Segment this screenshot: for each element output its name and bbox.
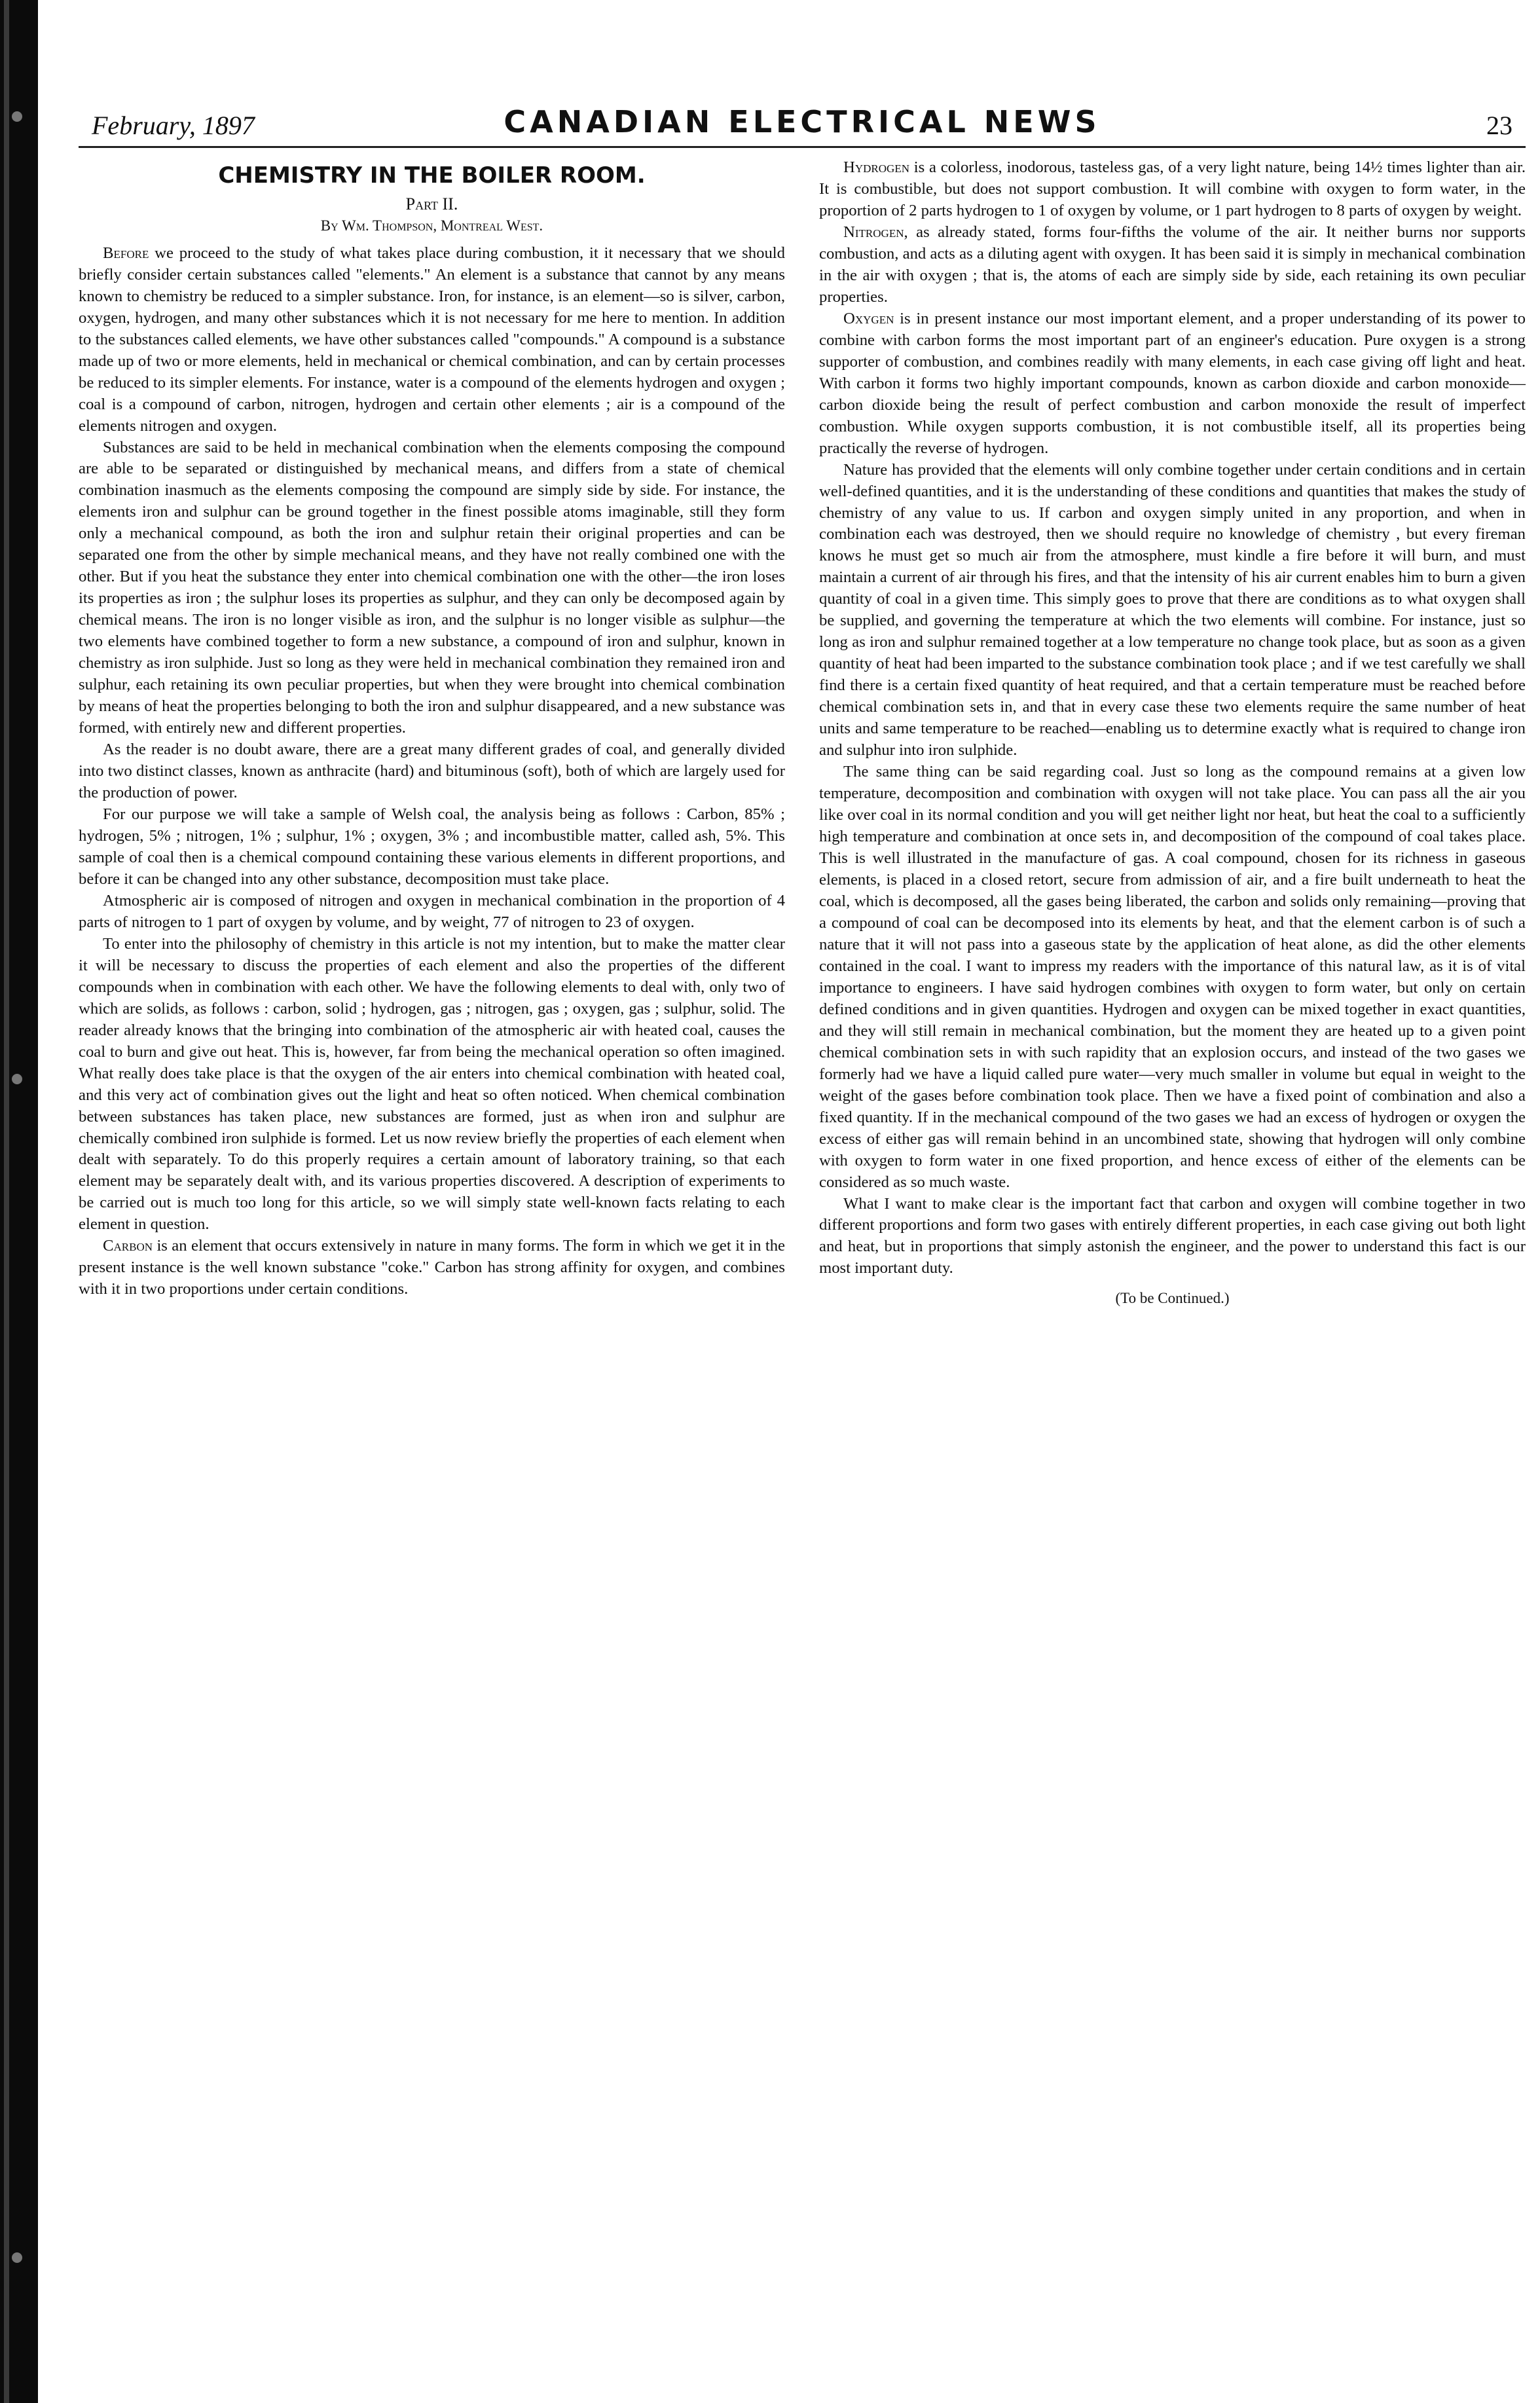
continued-note: (To be Continued.): [1115, 1290, 1230, 1307]
article-paragraph: Before we proceed to the study of what takes place during combustion, it it necessary that we should briefly consider certain substances called "elements." An element is a substance that cannot by any means known to chemistry be reduced to a simpler substance. Iron, for instance, is an element—so is silver, carbon, oxygen, hydrogen, and many other substances which it is not necessary for me here to mention. In addition to the substances called elements, we have other substances called "compounds." A compound is a substance made up of two or more elements, held in mechanical or chemical combination, and can by certain processes be reduced to its simpler elements. For instance, water is a compound of the elements hydrogen and oxygen ; coal is a compound of carbon, nitrogen, hydrogen and certain other elements ; air is a compound of the elements nitrogen and oxygen.: [79, 244, 786, 435]
binding-highlight: [4, 0, 9, 2403]
article-paragraph: For our purpose we will take a sample of Welsh coal, the analysis being as follows : Carbon, 85% ; hydrogen, 5% ; nitrogen, 1% ; sulphur, 1% ; oxygen, 3% ; and incombustible matter, called ash, 5%. This sample of coal then is a chemical compound containing these various elements in different proportions, and before it can be changed into any other substance, decomposition must take place.: [79, 805, 785, 888]
article-paragraph: As the reader is no doubt aware, there are a great many different grades of coal, and generally divided into two distinct classes, known as anthracite (hard) and bituminous (soft), both of which are largely used for the production of power.: [79, 741, 785, 801]
article-title: CHEMISTRY IN THE BOILER ROOM.: [218, 162, 646, 189]
lead-word: Before: [103, 244, 149, 262]
page-header: [79, 95, 1526, 141]
lead-word: Oxygen: [843, 309, 894, 327]
article-paragraph: What I want to make clear is the important fact that carbon and oxygen will combine together in two different proportions and form two gases with entirely different properties, in each case giving out both light and heat, but in proportions that simply astonish the engineer, and the power to understand this fact is our most important duty.: [819, 1194, 1526, 1277]
article-paragraph: Substances are said to be held in mechanical combination when the elements composing the compound are able to be separated or distinguished by mechanical means, and differs from a state of chemical combination inasmuch as the elements composing the compound are simply side by side. For instance, the elements iron and sulphur can be ground together in the finest possible atoms imaginable, still they form only a mechanical compound, as both the iron and sulphur retain their original properties and can be separated one from the other by simple mechanical means, and they have not really combined one with the other. But if you heat the substance they enter into chemical combination one with the other—the iron loses its properties as iron ; the sulphur loses its properties as sulphur, and they can only be decomposed again by chemical means. The iron is no longer visible as iron, and the sulphur is no longer visible as sulphur—the two elements have combined together to form a new substance, a compound of iron and sulphur, known in chemistry as iron sulphide. Just so long as they were held in mechanical combination they remained iron and sulphur, each retaining its own peculiar properties, but when they were brought into chemical combination by means of heat the properties belonging to both the iron and sulphur disappeared, and a new substance was formed, with entirely new and different properties.: [79, 438, 785, 737]
article-paragraph: The same thing can be said regarding coal. Just so long as the compound remains at a given low temperature, decomposition and combination with oxygen will not take place. You can pass all the air you like over coal in its normal condition and you will get neither light nor heat, but heat the coal to a sufficiently high temperature and combination at once sets in, and decomposition of the compound of coal takes place. This is well illustrated in the manufacture of gas. A coal compound, chosen for its richness in gaseous elements, is placed in a closed retort, secure from admission of air, and a fire built underneath to heat the coal, which is decomposed, all the gases being liberated, the carbon and solids only remaining—proving that a compound of coal can be decomposed into its elements by heat, and that the element carbon is of such a nature that it will not pass into a gaseous state by the application of heat alone, as did the other elements contained in the coal. I want to impress my readers with the importance of this natural law, as it is of vital importance to engineers. I have said hydrogen combines with oxygen to form water, but only on certain defined conditions and in given quantities. Hydrogen and oxygen can be mixed together in exact quantities, and they will still remain in mechanical combination, but the moment they are heated up to a given point chemical combination sets in with such rapidity that an explosion occurs, and instead of the two gases we formerly had we have a liquid called pure water—very much smaller in volume but equal in weight to the weight of the gases before combination took place. Then we have a fixed point of combination and also a fixed quantity. If in the mechanical compound of the two gases we had an excess of hydrogen or oxygen the excess of either gas will remain behind in an uncombined state, showing that hydrogen will only combine with oxygen to form water in one fixed proportion, and hence excess of either of the elements can be considered as so much waste.: [819, 763, 1526, 1191]
article-part: Part II.: [405, 194, 458, 214]
lead-word: Carbon: [103, 1237, 153, 1255]
column-left: [79, 157, 785, 1309]
page-number: 23: [1486, 111, 1512, 140]
column-right: [819, 157, 1526, 1309]
publication-title: CANADIAN ELECTRICAL NEWS: [504, 104, 1101, 139]
article-paragraph: Nature has provided that the elements will only combine together under certain conditions and in certain well-defined quantities, and it is the understanding of these conditions and quantities that makes the study of chemistry of any value to us. If carbon and oxygen simply united in any proportion, and when in combination each was destroyed, then we should require no knowledge of chemistry , but every fireman knows he must get so much air from the atmosphere, must kindle a fire before it will burn, and must maintain a current of air through his fires, and that the intensity of his air current enables him to burn a given quantity of coal in a given time. This simply goes to prove that there are conditions as to what oxygen shall be supplied, and governing the temperature at which the two elements will combine. For instance, just so long as iron and sulphur remained together at a low temperature no change took place, but as soon as a given quantity of heat had been imparted to the substance combination took place ; and if we test carefully we shall find there is a certain fixed quantity of heat required, and that a certain temperature must be reached before chemical combination sets in, and that in every case these two elements require the same number of heat units and same temperature to be reached—enabling us to determine exactly what is required to change iron and sulphur into iron sulphide.: [819, 460, 1526, 760]
header-rule: [79, 146, 1526, 148]
article-paragraph: To enter into the philosophy of chemistry in this article is not my intention, but to make the matter clear it will be necessary to discuss the properties of each element and also the properties of the different compounds when in combination with each other. We have the following elements to deal with, only two of which are solids, as follows : carbon, solid ; hydrogen, gas ; nitrogen, gas ; oxygen, gas ; sulphur, solid. The reader already knows that the bringing into combination of the atmospheric air with heated coal, causes the coal to burn and give out heat. This is, however, far from being the mechanical operation so often imagined. What really does take place is that the oxygen of the air enters into chemical combination with heated coal, and this very act of combination gives out the light and heat so often noticed. When chemical combination between substances has taken place, new substances are formed, just as when iron and sulphur are chemically combined iron sulphide is formed. Let us now review briefly the properties of each element when dealt with separately. To do this properly requires a certain amount of laboratory training, so that each element may be separately dealt with, and its various properties discovered. A description of experiments to be carried out is much too long for this article, so we will simply state well-known facts relating to each element in question.: [79, 934, 785, 1234]
article-paragraph: Atmospheric air is composed of nitrogen and oxygen in mechanical combination in the proportion of 4 parts of nitrogen to 1 part of oxygen by volume, and by weight, 77 of nitrogen to 23 of oxygen.: [79, 891, 785, 931]
article-columns: [79, 157, 1526, 1309]
newspaper-page: [79, 95, 1526, 1309]
lead-word: Nitrogen,: [843, 223, 908, 241]
article-paragraph: Nitrogen, as already stated, forms four-fifths the volume of the air. It neither burns nor supports combustion, and acts as a diluting agent with oxygen. It has been said it is simply in mechanical combination in the air with oxygen ; that is, the atoms of each are simply side by side, each retaining its own peculiar properties.: [819, 223, 1526, 306]
binding-edge: [0, 0, 38, 2403]
article-paragraph: Carbon is an element that occurs extensively in nature in many forms. The form in which we get it in the present instance is the well known substance "coke." Carbon has strong affinity for oxygen, and combines with it in two proportions under certain conditions.: [79, 1237, 785, 1298]
article-paragraph: Hydrogen is a colorless, inodorous, tasteless gas, of a very light nature, being 14½ times lighter than air. It is combustible, but does not support combustion. It will combine with oxygen to form water, in the proportion of 2 parts hydrogen to 1 of oxygen by volume, or 1 part hydrogen to 8 parts of oxygen by weight.: [819, 158, 1526, 219]
issue-date: February, 1897: [92, 111, 255, 140]
binding-mark: [12, 1074, 22, 1084]
article-paragraph: Oxygen is in present instance our most important element, and a proper understanding of its power to combine with carbon forms the most important part of an engineer's education. Pure oxygen is a strong supporter of combustion, and combines readily with many elements, in each case giving off light and heat. With carbon it forms two highly important compounds, known as carbon dioxide and carbon monoxide—carbon dioxide being the result of perfect combustion and carbon monoxide the result of imperfect combustion. While oxygen supports combustion, it is not combustible itself, all its properties being practically the reverse of hydrogen.: [819, 309, 1526, 457]
lead-word: Hydrogen: [843, 158, 909, 176]
article-byline: By Wm. Thompson, Montreal West.: [320, 217, 543, 234]
binding-mark: [12, 111, 22, 122]
binding-mark: [12, 2252, 22, 2263]
